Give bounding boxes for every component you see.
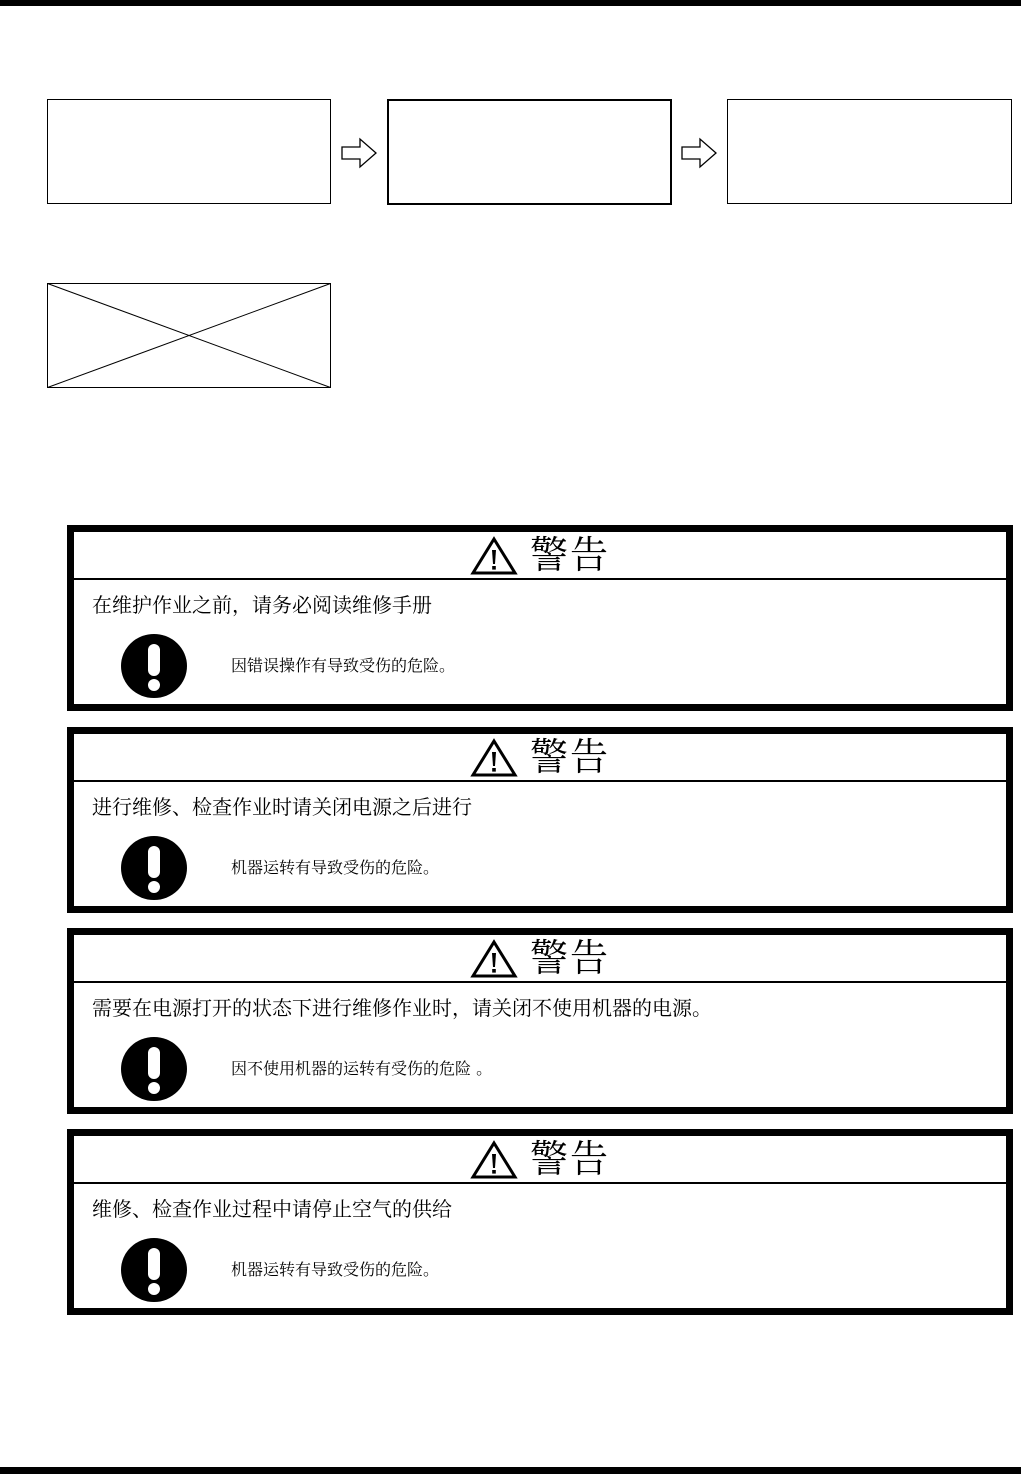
arrow-right-icon: [680, 137, 718, 169]
crossed-out-box: [47, 283, 331, 388]
warning-triangle-icon: [470, 536, 518, 576]
warning-instruction: 进行维修、检查作业时请关闭电源之后进行: [92, 795, 472, 819]
mandatory-exclamation-icon: [119, 633, 189, 699]
warning-detail: 机器运转有导致受伤的危险。: [231, 858, 440, 877]
warning-detail: 因错误操作有导致受伤的危险。: [231, 656, 456, 675]
mandatory-exclamation-icon: [119, 1036, 189, 1102]
arrow-right-icon: [340, 137, 378, 169]
mandatory-exclamation-icon: [119, 1237, 189, 1303]
mandatory-exclamation-icon: [119, 835, 189, 901]
page-bottom-rule: [0, 1467, 1021, 1474]
page-top-rule: [0, 0, 1021, 6]
flow-step-1-box: [47, 99, 331, 204]
warning-instruction: 需要在电源打开的状态下进行维修作业时，请关闭不使用机器的电源。: [92, 996, 712, 1020]
warning-title: 警告: [529, 1137, 610, 1181]
warning-triangle-icon: [470, 1140, 518, 1180]
warning-header: [74, 532, 1006, 580]
warning-panel: [67, 1129, 1013, 1315]
warning-detail: 机器运转有导致受伤的危险。: [231, 1260, 440, 1279]
warning-title: 警告: [529, 936, 610, 980]
warning-triangle-icon: [470, 738, 518, 778]
warning-panel: [67, 928, 1013, 1114]
warning-header: [74, 734, 1006, 782]
warning-header: [74, 1136, 1006, 1184]
warning-detail: 因不使用机器的运转有受伤的危险 。: [231, 1059, 493, 1078]
warning-triangle-icon: [470, 939, 518, 979]
warning-title: 警告: [529, 533, 610, 577]
warning-panel: [67, 525, 1013, 711]
warning-instruction: 在维护作业之前，请务必阅读维修手册: [92, 593, 432, 617]
flow-step-3-box: [727, 99, 1012, 204]
warning-panel: [67, 727, 1013, 913]
warning-instruction: 维修、检查作业过程中请停止空气的供给: [92, 1197, 452, 1221]
warning-title: 警告: [529, 735, 610, 779]
flow-step-2-box: [387, 99, 672, 205]
warning-header: [74, 935, 1006, 983]
